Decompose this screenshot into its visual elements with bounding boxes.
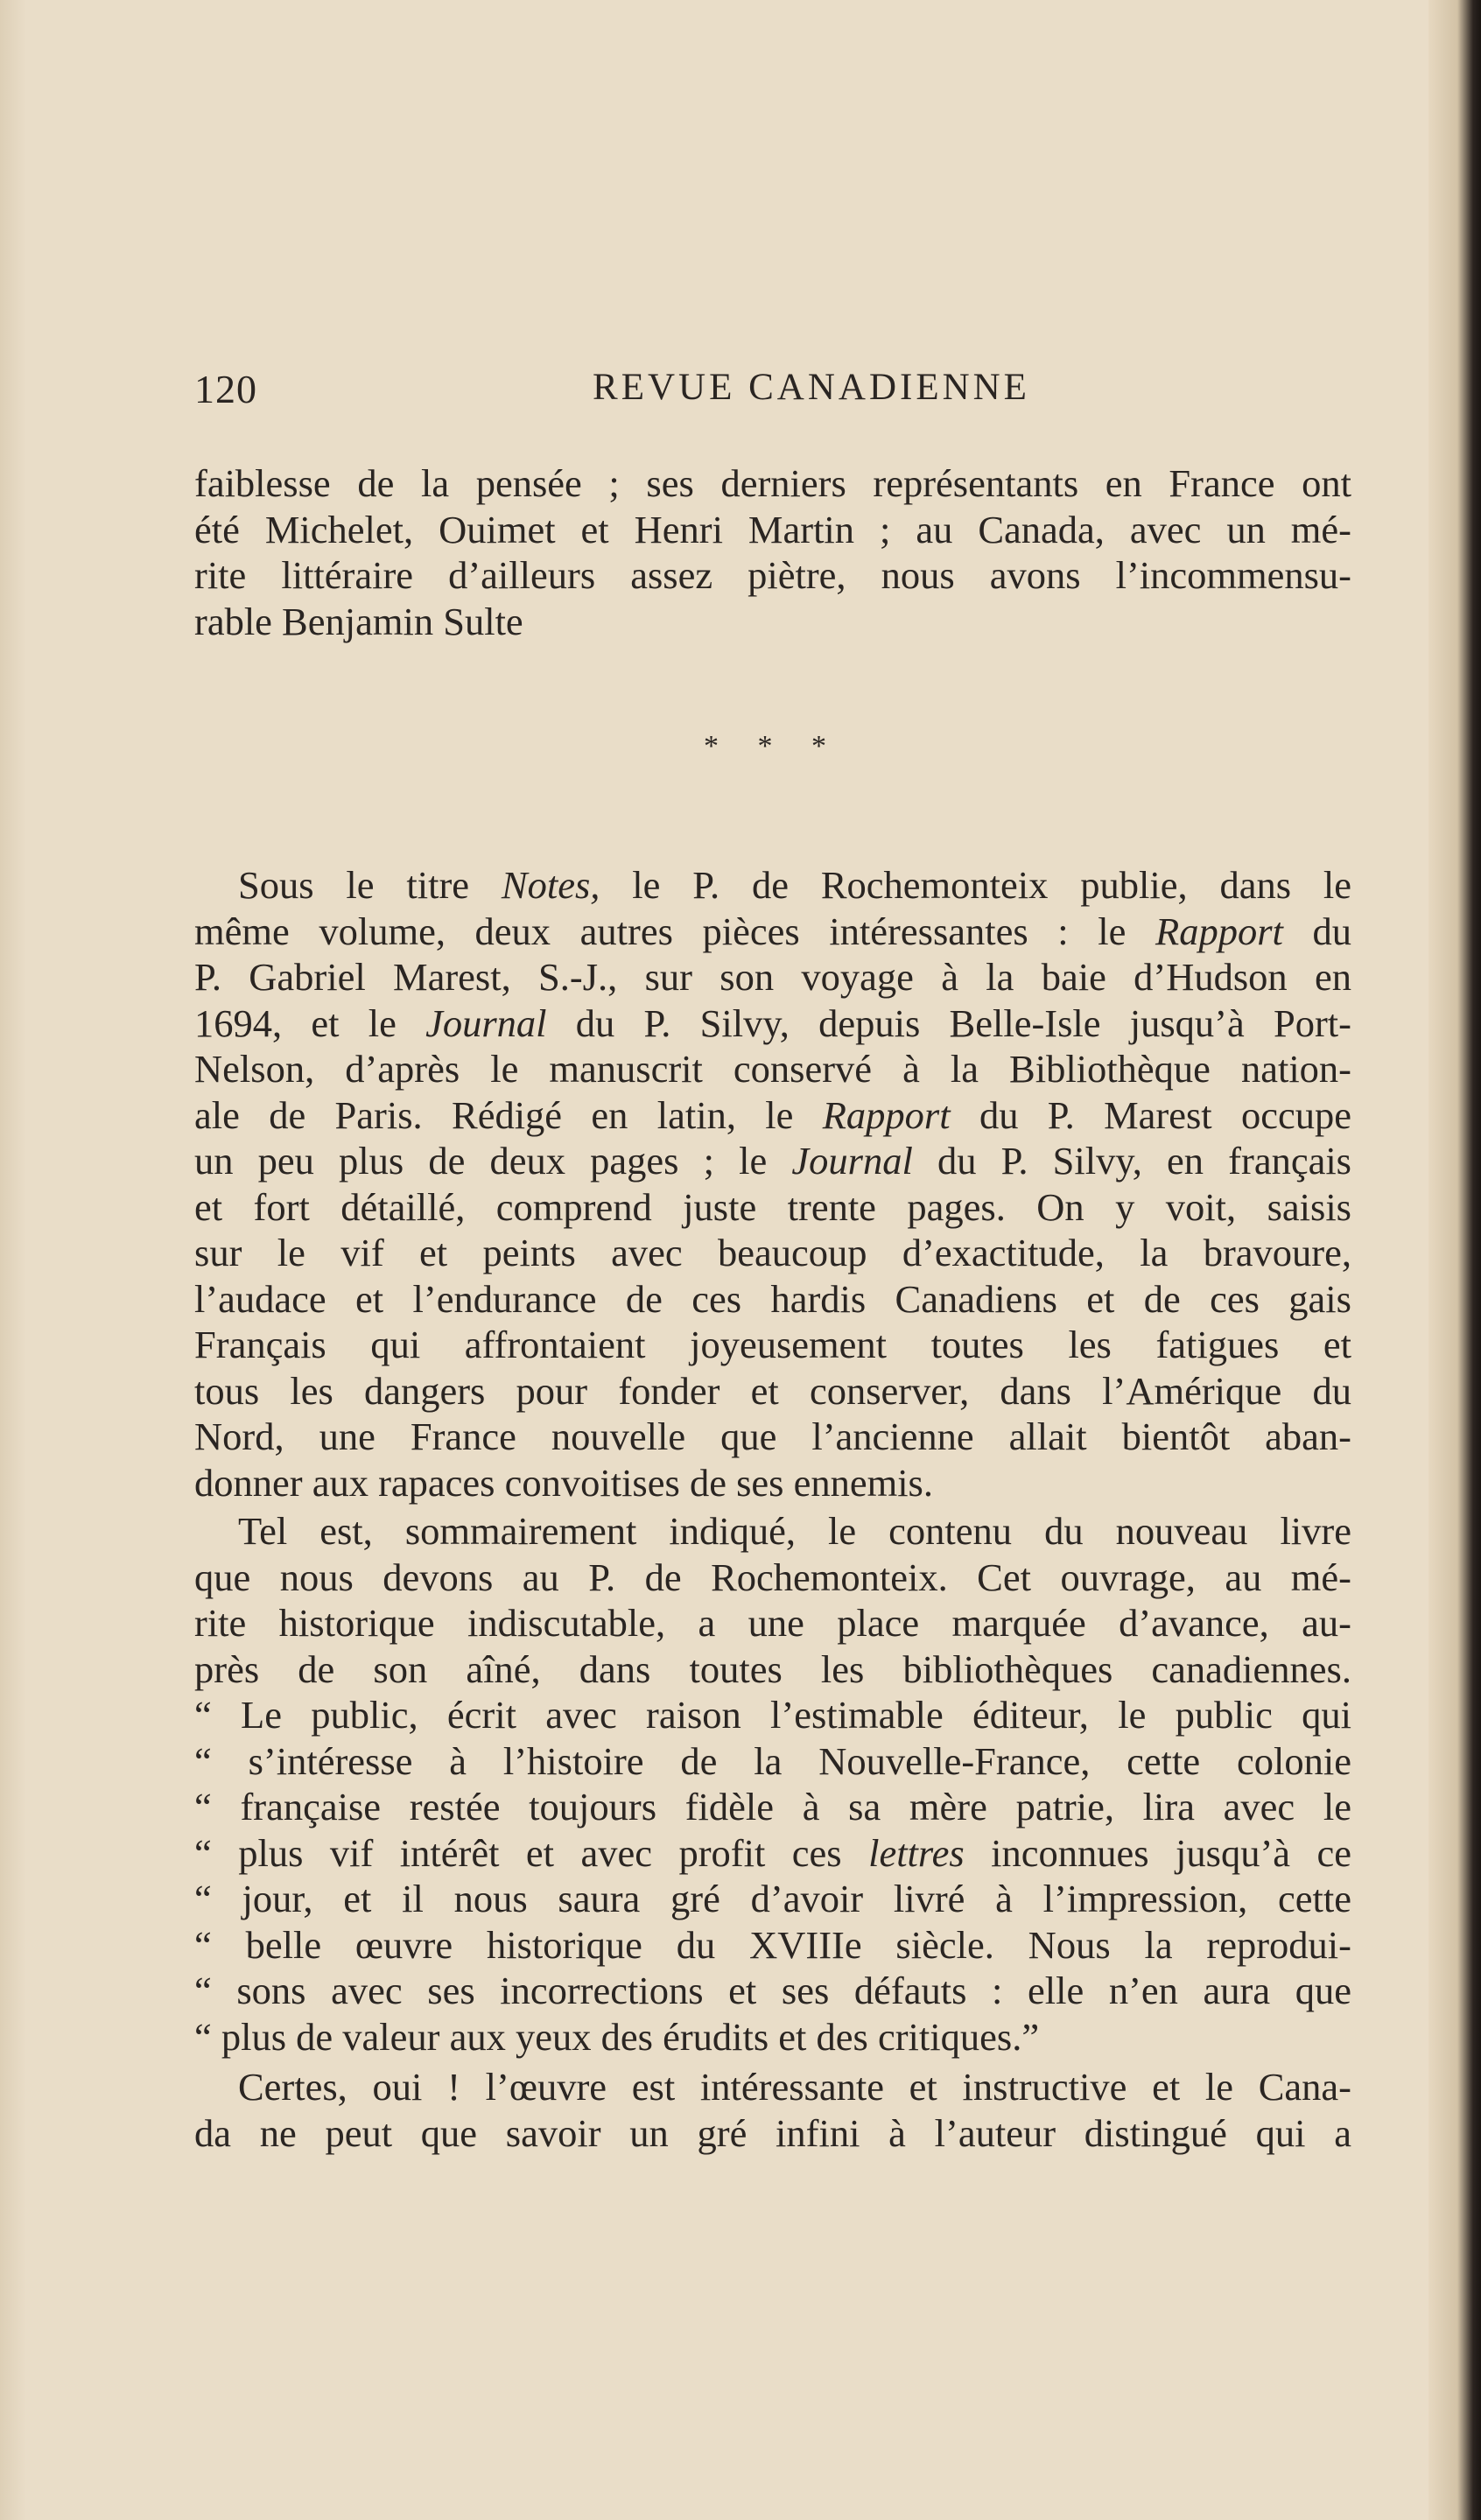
text-line: da ne peut que savoir un gré infini à l’auteur distingué qui a xyxy=(194,2110,1351,2155)
journal-title: REVUE CANADIENNE xyxy=(593,367,1030,408)
text-line: P. Gabriel Marest, S.-J., sur son voyage à la baie d’Hudson en xyxy=(194,955,1351,999)
text-line: sur le vif et peints avec beaucoup d’exactitude, la bravoure, xyxy=(194,1231,1351,1274)
text-line: 1694, et le Journal du P. Silvy, depuis Belle-Isle jusqu’à Port- xyxy=(194,1000,1351,1045)
text-line: que nous devons au P. de Rochemonteix. Cet ouvrage, au mé- xyxy=(194,1555,1351,1599)
text-line: Certes, oui ! l’œuvre est intéressante et instructive et le Cana- xyxy=(238,2065,1351,2109)
text-line: “ sons avec ses incorrections et ses défauts : elle n’en aura que xyxy=(194,1969,1351,2012)
text-line: l’audace et l’endurance de ces hardis Canadiens et de ces gais xyxy=(194,1276,1351,1321)
gutter-shadow xyxy=(0,0,26,2520)
text-line: même volume, deux autres pièces intéressantes : le Rapport du xyxy=(194,909,1352,953)
text-line: rite littéraire d’ailleurs assez piètre, nous avons l’incommensu- xyxy=(194,553,1351,597)
text-line: “ plus vif intérêt et avec profit ces lettres inconnues jusqu’à ce xyxy=(194,1830,1351,1875)
italic-title: Journal xyxy=(425,1000,547,1045)
text-line: rite historique indiscutable, a une place marquée d’avance, au- xyxy=(194,1601,1351,1645)
text-line: “ belle œuvre historique du XVIIIe siècle. Nous la reprodui- xyxy=(194,1922,1351,1967)
italic-title: Rapport xyxy=(1155,909,1283,953)
text-line: Sous le titre Notes, le P. de Rochemonteix publie, dans le xyxy=(238,863,1351,907)
text-line: “ plus de valeur aux yeux des érudits et des critiques.” xyxy=(194,2014,1040,2059)
running-head xyxy=(194,366,1350,418)
text-line: Français qui affrontaient joyeusement toutes les fatigues et xyxy=(194,1323,1351,1366)
paragraph-conclusion xyxy=(194,2064,1351,2156)
text-line: donner aux rapaces convoitises de ses ennemis. xyxy=(194,1460,934,1505)
text-line: et fort détaillé, comprend juste trente pages. On y voit, saisis xyxy=(194,1184,1351,1229)
text-line: “ Le public, écrit avec raison l’estimable éditeur, le public qui xyxy=(194,1693,1351,1737)
paragraph-continuation xyxy=(194,460,1351,644)
italic-title: lettres xyxy=(868,1830,965,1875)
italic-title: Notes, xyxy=(501,863,600,907)
text-line: “ jour, et il nous saura gré d’avoir livré à l’impression, cette xyxy=(194,1877,1351,1920)
text-line: faiblesse de la pensée ; ses derniers représentants en France ont xyxy=(194,461,1351,505)
text-line: été Michelet, Ouimet et Henri Martin ; au Canada, avec un mé- xyxy=(194,507,1351,551)
text-line: tous les dangers pour fonder et conserver, dans l’Amérique du xyxy=(194,1368,1351,1413)
italic-title: Rapport xyxy=(822,1092,951,1137)
text-line: “ s’intéresse à l’histoire de la Nouvelle-France, cette colonie xyxy=(194,1738,1351,1783)
text-line: ale de Paris. Rédigé en latin, le Rapport du P. Marest occupe xyxy=(194,1092,1351,1137)
text-line: Nelson, d’après le manuscrit conservé à la Bibliothèque nation- xyxy=(194,1047,1351,1091)
section-separator: * * * xyxy=(704,730,842,762)
text-line: rable Benjamin Sulte xyxy=(194,599,523,643)
page-edge-shadow xyxy=(1428,0,1481,2520)
text-line: Tel est, sommairement indiqué, le contenu du nouveau livre xyxy=(238,1509,1351,1553)
paragraph-notes xyxy=(194,862,1351,1506)
paragraph-summary xyxy=(194,1508,1351,2060)
italic-title: Journal xyxy=(791,1139,913,1183)
text-line: “ française restée toujours fidèle à sa mère patrie, lira avec le xyxy=(194,1785,1351,1829)
text-line: près de son aîné, dans toutes les bibliothèques canadiennes. xyxy=(194,1646,1351,1691)
text-line: Nord, une France nouvelle que l’ancienne allait bientôt aban- xyxy=(194,1414,1351,1458)
text-line: un peu plus de deux pages ; le Journal du P. Silvy, en français xyxy=(194,1139,1351,1183)
page-number: 120 xyxy=(194,367,257,411)
